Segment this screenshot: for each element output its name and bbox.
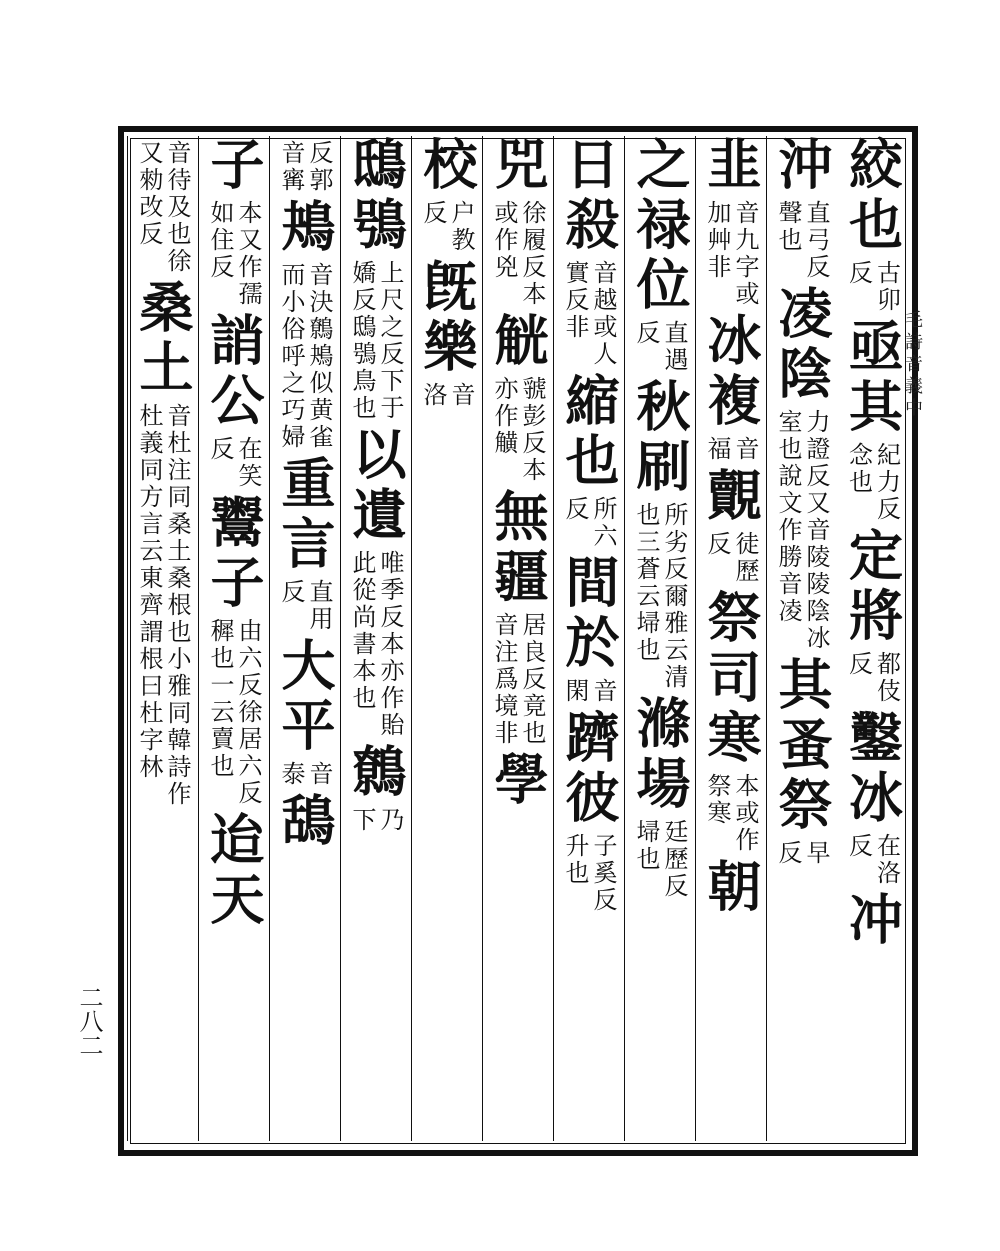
annotation — [772, 196, 832, 285]
text-column — [624, 136, 695, 1141]
annotation — [559, 674, 619, 709]
headword: 之禄位 — [628, 136, 692, 316]
headword: 冰複 — [699, 312, 763, 432]
headword: 無疆 — [486, 488, 550, 608]
headword: 鴟鴞 — [344, 136, 408, 256]
annotation-text: 徒歷反 — [703, 531, 759, 585]
annotation — [772, 405, 832, 656]
headword: 絞也 — [840, 136, 905, 256]
headword: 滌場 — [628, 695, 692, 815]
headword: 鑿冰 — [840, 709, 905, 829]
annotation — [630, 815, 690, 904]
text-column — [269, 136, 340, 1141]
text-column — [837, 136, 908, 1141]
text-column — [411, 136, 482, 1141]
headword: 迨天 — [202, 811, 266, 931]
annotation-text: 唯季反本亦作貽此從尚書本也 — [348, 550, 404, 739]
annotation-text: 居良反竟也音注爲境非 — [490, 612, 546, 747]
headword: 沖 — [770, 136, 834, 196]
annotation-text: 音越或人實反非 — [561, 260, 617, 368]
headword: 誚公 — [202, 312, 266, 432]
annotation — [559, 492, 619, 554]
annotation-text: 古卯反 — [844, 260, 901, 314]
headword: 凌陰 — [770, 285, 834, 405]
headword: 大平 — [273, 637, 337, 757]
headword: 躋彼 — [557, 709, 621, 829]
annotation — [843, 438, 903, 527]
annotation — [772, 836, 832, 871]
annotation-text: 上尺之反下于嬌反鴟鴞鳥也 — [348, 260, 404, 422]
annotation-text: 直遇反 — [632, 320, 688, 374]
annotation — [488, 196, 548, 312]
annotation — [843, 256, 903, 318]
text-column — [198, 136, 269, 1141]
annotation — [204, 196, 264, 312]
annotation — [701, 196, 761, 312]
annotation-text: 反郭音寗 — [277, 140, 333, 194]
annotation-text: 在洛反 — [844, 833, 901, 887]
headword: 亟其 — [840, 318, 905, 438]
headword: 旣樂 — [415, 258, 479, 378]
annotation — [701, 432, 761, 467]
headword: 以遺 — [344, 426, 408, 546]
margin-gloss-char: 音 — [905, 354, 923, 375]
headword: 覿 — [699, 467, 763, 527]
annotation-text: 虢彭反本亦作觵 — [490, 376, 546, 484]
annotation-text: 所六反 — [561, 496, 617, 550]
headword: 冲 — [840, 891, 905, 951]
annotation — [275, 757, 335, 792]
headword: 定將 — [840, 527, 905, 647]
annotation-text: 音九字或加艸非 — [703, 200, 759, 308]
annotation — [346, 256, 406, 426]
headword: 學 — [486, 751, 550, 811]
annotation-text: 都伎反 — [844, 651, 901, 705]
annotation — [559, 256, 619, 372]
headword: 鬻子 — [202, 494, 266, 614]
annotation-text: 本又作孺如住反 — [206, 200, 262, 308]
annotation — [275, 575, 335, 637]
annotation — [701, 769, 761, 858]
annotation-text: 紀力反念也 — [844, 442, 901, 523]
annotation-text: 力證反又音陵陵陰冰室也說文作勝音凌 — [774, 409, 830, 652]
annotation-text: 本或作祭寒 — [703, 773, 759, 854]
text-column — [340, 136, 411, 1141]
annotation-text: 音待及也徐又勑改反 — [135, 140, 191, 275]
annotation-text: 早反 — [774, 840, 830, 867]
annotation-text: 廷歷反埽也 — [632, 819, 688, 900]
headword: 鴂 — [273, 198, 337, 258]
annotation — [488, 608, 548, 751]
annotation-text: 子奚反升也 — [561, 833, 617, 914]
headword: 間於 — [557, 554, 621, 674]
annotation-text: 音福 — [703, 436, 759, 463]
annotation — [204, 432, 264, 494]
annotation — [204, 614, 264, 811]
annotation — [275, 136, 335, 198]
page-number — [74, 985, 104, 1057]
annotation — [417, 196, 477, 258]
annotation-text: 户教反 — [419, 200, 475, 254]
headword: 子 — [202, 136, 266, 196]
annotation-text: 所劣反爾雅云清也三蒼云埽也 — [632, 502, 688, 691]
margin-gloss-char: 中 — [905, 398, 923, 419]
headword: 縮也 — [557, 372, 621, 492]
annotation-text: 由六反徐居六反穉也一云賣也 — [206, 618, 262, 807]
text-column — [695, 136, 766, 1141]
annotation — [559, 829, 619, 918]
headword: 觥 — [486, 312, 550, 372]
headword: 鷯 — [344, 743, 408, 803]
annotation — [701, 527, 761, 589]
annotation-text: 音杜注同桑土桑根也小雅同韓詩作杜義同方言云東齊謂根曰杜字林 — [135, 403, 191, 808]
margin-gloss-char: 詩 — [905, 332, 923, 353]
headword: 日殺 — [557, 136, 621, 256]
headword: 祭司寒 — [699, 589, 763, 769]
margin-gloss-char: 義 — [905, 376, 923, 397]
annotation — [630, 498, 690, 695]
annotation-text: 徐履反本或作兇 — [490, 200, 546, 308]
margin-gloss-char: 毛 — [905, 310, 923, 331]
annotation — [417, 378, 477, 413]
annotation-text: 音閑 — [561, 678, 617, 705]
annotation — [630, 316, 690, 378]
annotation-text: 直用反 — [277, 579, 333, 633]
annotation — [133, 399, 193, 812]
annotation-text: 音決鷯鴂似黄雀而小俗呼之巧婦 — [277, 262, 333, 451]
text-column — [553, 136, 624, 1141]
headword: 兕 — [486, 136, 550, 196]
annotation — [488, 372, 548, 488]
annotation-text: 音泰 — [277, 761, 333, 788]
text-column — [127, 136, 198, 1141]
annotation — [843, 647, 903, 709]
headword: 桑土 — [131, 279, 195, 399]
annotation — [275, 258, 335, 455]
headword: 重言 — [273, 455, 337, 575]
annotation — [843, 829, 903, 891]
text-column — [766, 136, 837, 1141]
annotation-text: 音洛 — [419, 382, 475, 409]
annotation-text: 乃下 — [348, 807, 404, 834]
headword: 朝 — [699, 858, 763, 918]
annotation — [133, 136, 193, 279]
headword: 鴰 — [273, 792, 337, 852]
headword: 其蚤祭 — [770, 656, 834, 836]
headword: 韭 — [699, 136, 763, 196]
annotation-text: 直弓反聲也 — [774, 200, 830, 281]
annotation — [346, 803, 406, 838]
annotation-text: 在笑反 — [206, 436, 262, 490]
margin-gloss — [900, 310, 928, 420]
headword: 校 — [415, 136, 479, 196]
annotation — [346, 546, 406, 743]
text-column — [482, 136, 553, 1141]
page-number-text: 二八二 — [75, 985, 103, 1057]
headword: 秋刷 — [628, 378, 692, 498]
